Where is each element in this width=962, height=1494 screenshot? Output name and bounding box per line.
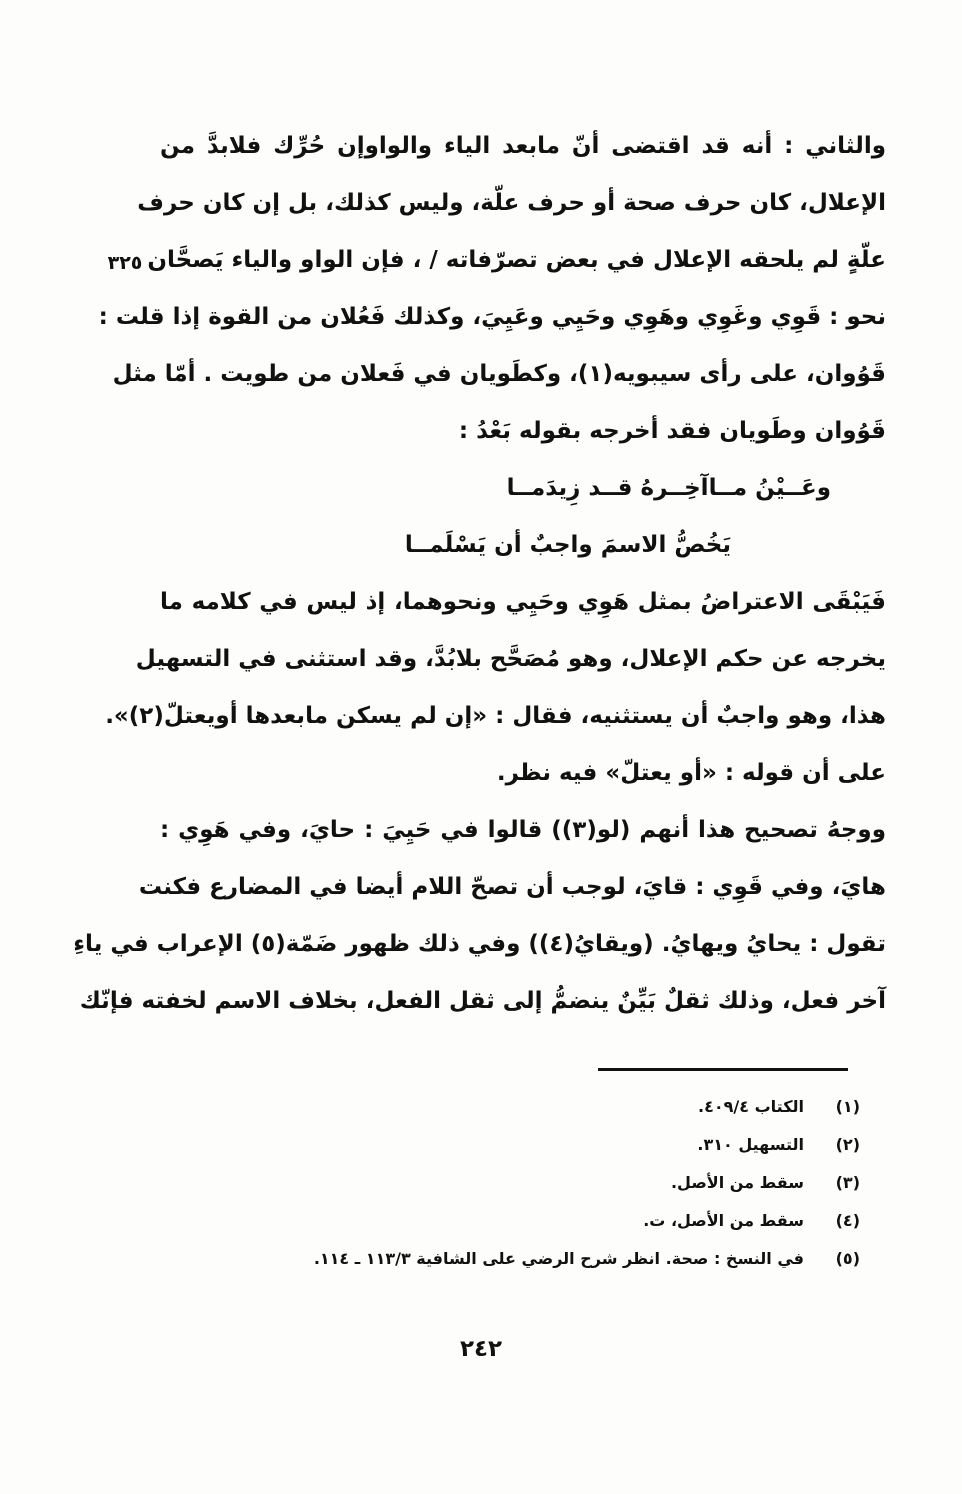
footnote-number: (٣): [835, 1173, 860, 1192]
page-number: ٢٤٢: [459, 1336, 503, 1362]
footnote-number: (٤): [835, 1211, 860, 1230]
text-line: نحو : قَوِي وغَوِي وهَوِي وحَيِي وعَيِيَ، وكذلك فَعُلان من القوة إذا قلت :: [98, 304, 886, 330]
text-line: الإعلال، كان حرف صحة أو حرف علّة، وليس كذلك، بل إن كان حرف: [137, 190, 886, 216]
footnote-text: في النسخ : صحة. انظر شرح الرضي على الشافية ١١٣/٣ ـ ١١٤.: [313, 1249, 804, 1268]
text-line: هذا، وهو واجبٌ أن يستثنيه، فقال : «إن لم يسكن مابعدها أويعتلّ(٢)».: [105, 703, 886, 729]
footnote-number: (٢): [835, 1135, 860, 1154]
footnote-text: سقط من الأصل.: [670, 1173, 804, 1192]
verse-line-2: يَخُصُّ الاسمَ واجبٌ أن يَسْلَمــا: [404, 532, 731, 558]
text-line: قَوُوان وطَويان فقد أخرجه بقوله بَعْدُ :: [458, 418, 886, 444]
text-line: تقول : يحايُ ويهايُ. (ويقايُ(٤)) وفي ذلك ظهور ضَمّة(٥) الإعراب في ياءِ: [73, 931, 886, 957]
footnote-text: الكتاب ٤٠٩/٤.: [698, 1097, 804, 1116]
footnote: [300, 1126, 860, 1164]
footnote-text: التسهيل ٣١٠.: [697, 1135, 804, 1154]
text-line: آخر فعل، وذلك ثقلٌ بَيِّنٌ ينضمُّ إلى ثقل الفعل، بخلاف الاسم لخفته فإنّك: [79, 988, 886, 1014]
footnote-number: (١): [835, 1097, 860, 1116]
margin-page-reference: ٣٢٥: [107, 252, 143, 274]
text-line: هايَ، وفي قَوِي : قايَ، لوجب أن تصحّ اللام أيضا في المضارع فكنت: [138, 874, 886, 900]
footnotes: [300, 1088, 860, 1278]
footnote-divider: [598, 1068, 848, 1071]
text-line: قَوُوان، على رأى سيبويه(١)، وكطَويان في فَعلان من طويت . أمّا مثل: [112, 361, 886, 387]
footnote-number: (٥): [835, 1249, 860, 1268]
text-line: على أن قوله : «أو يعتلّ» فيه نظر.: [496, 760, 886, 786]
footnote: [300, 1164, 860, 1202]
verse-line-1: وعَــيْنُ مــاآخِــرهُ قــد زِيدَمــا: [506, 475, 831, 501]
text-line: ووجهُ تصحيح هذا أنهم (لو(٣)) قالوا في حَيِيَ : حايَ، وفي هَوِي :: [160, 817, 886, 843]
footnote-text: سقط من الأصل، ت.: [643, 1211, 804, 1230]
text-line: فَيَبْقَى الاعتراضُ بمثل هَوِي وحَيِي ونحوهما، إذ ليس في كلامه ما: [160, 589, 886, 615]
text-line: والثاني : أنه قد اقتضى أنّ مابعد الياء والواوإن حُرِّك فلابدَّ من: [160, 133, 886, 159]
footnote: [300, 1202, 860, 1240]
footnote: [300, 1240, 860, 1278]
footnote: [300, 1088, 860, 1126]
text-line: يخرجه عن حكم الإعلال، وهو مُصَحَّح بلابُدَّ، وقد استثنى في التسهيل: [135, 646, 886, 672]
text-line: علّةٍ لم يلحقه الإعلال في بعض تصرّفاته / ، فإن الواو والياء يَصحَّان: [147, 247, 886, 273]
